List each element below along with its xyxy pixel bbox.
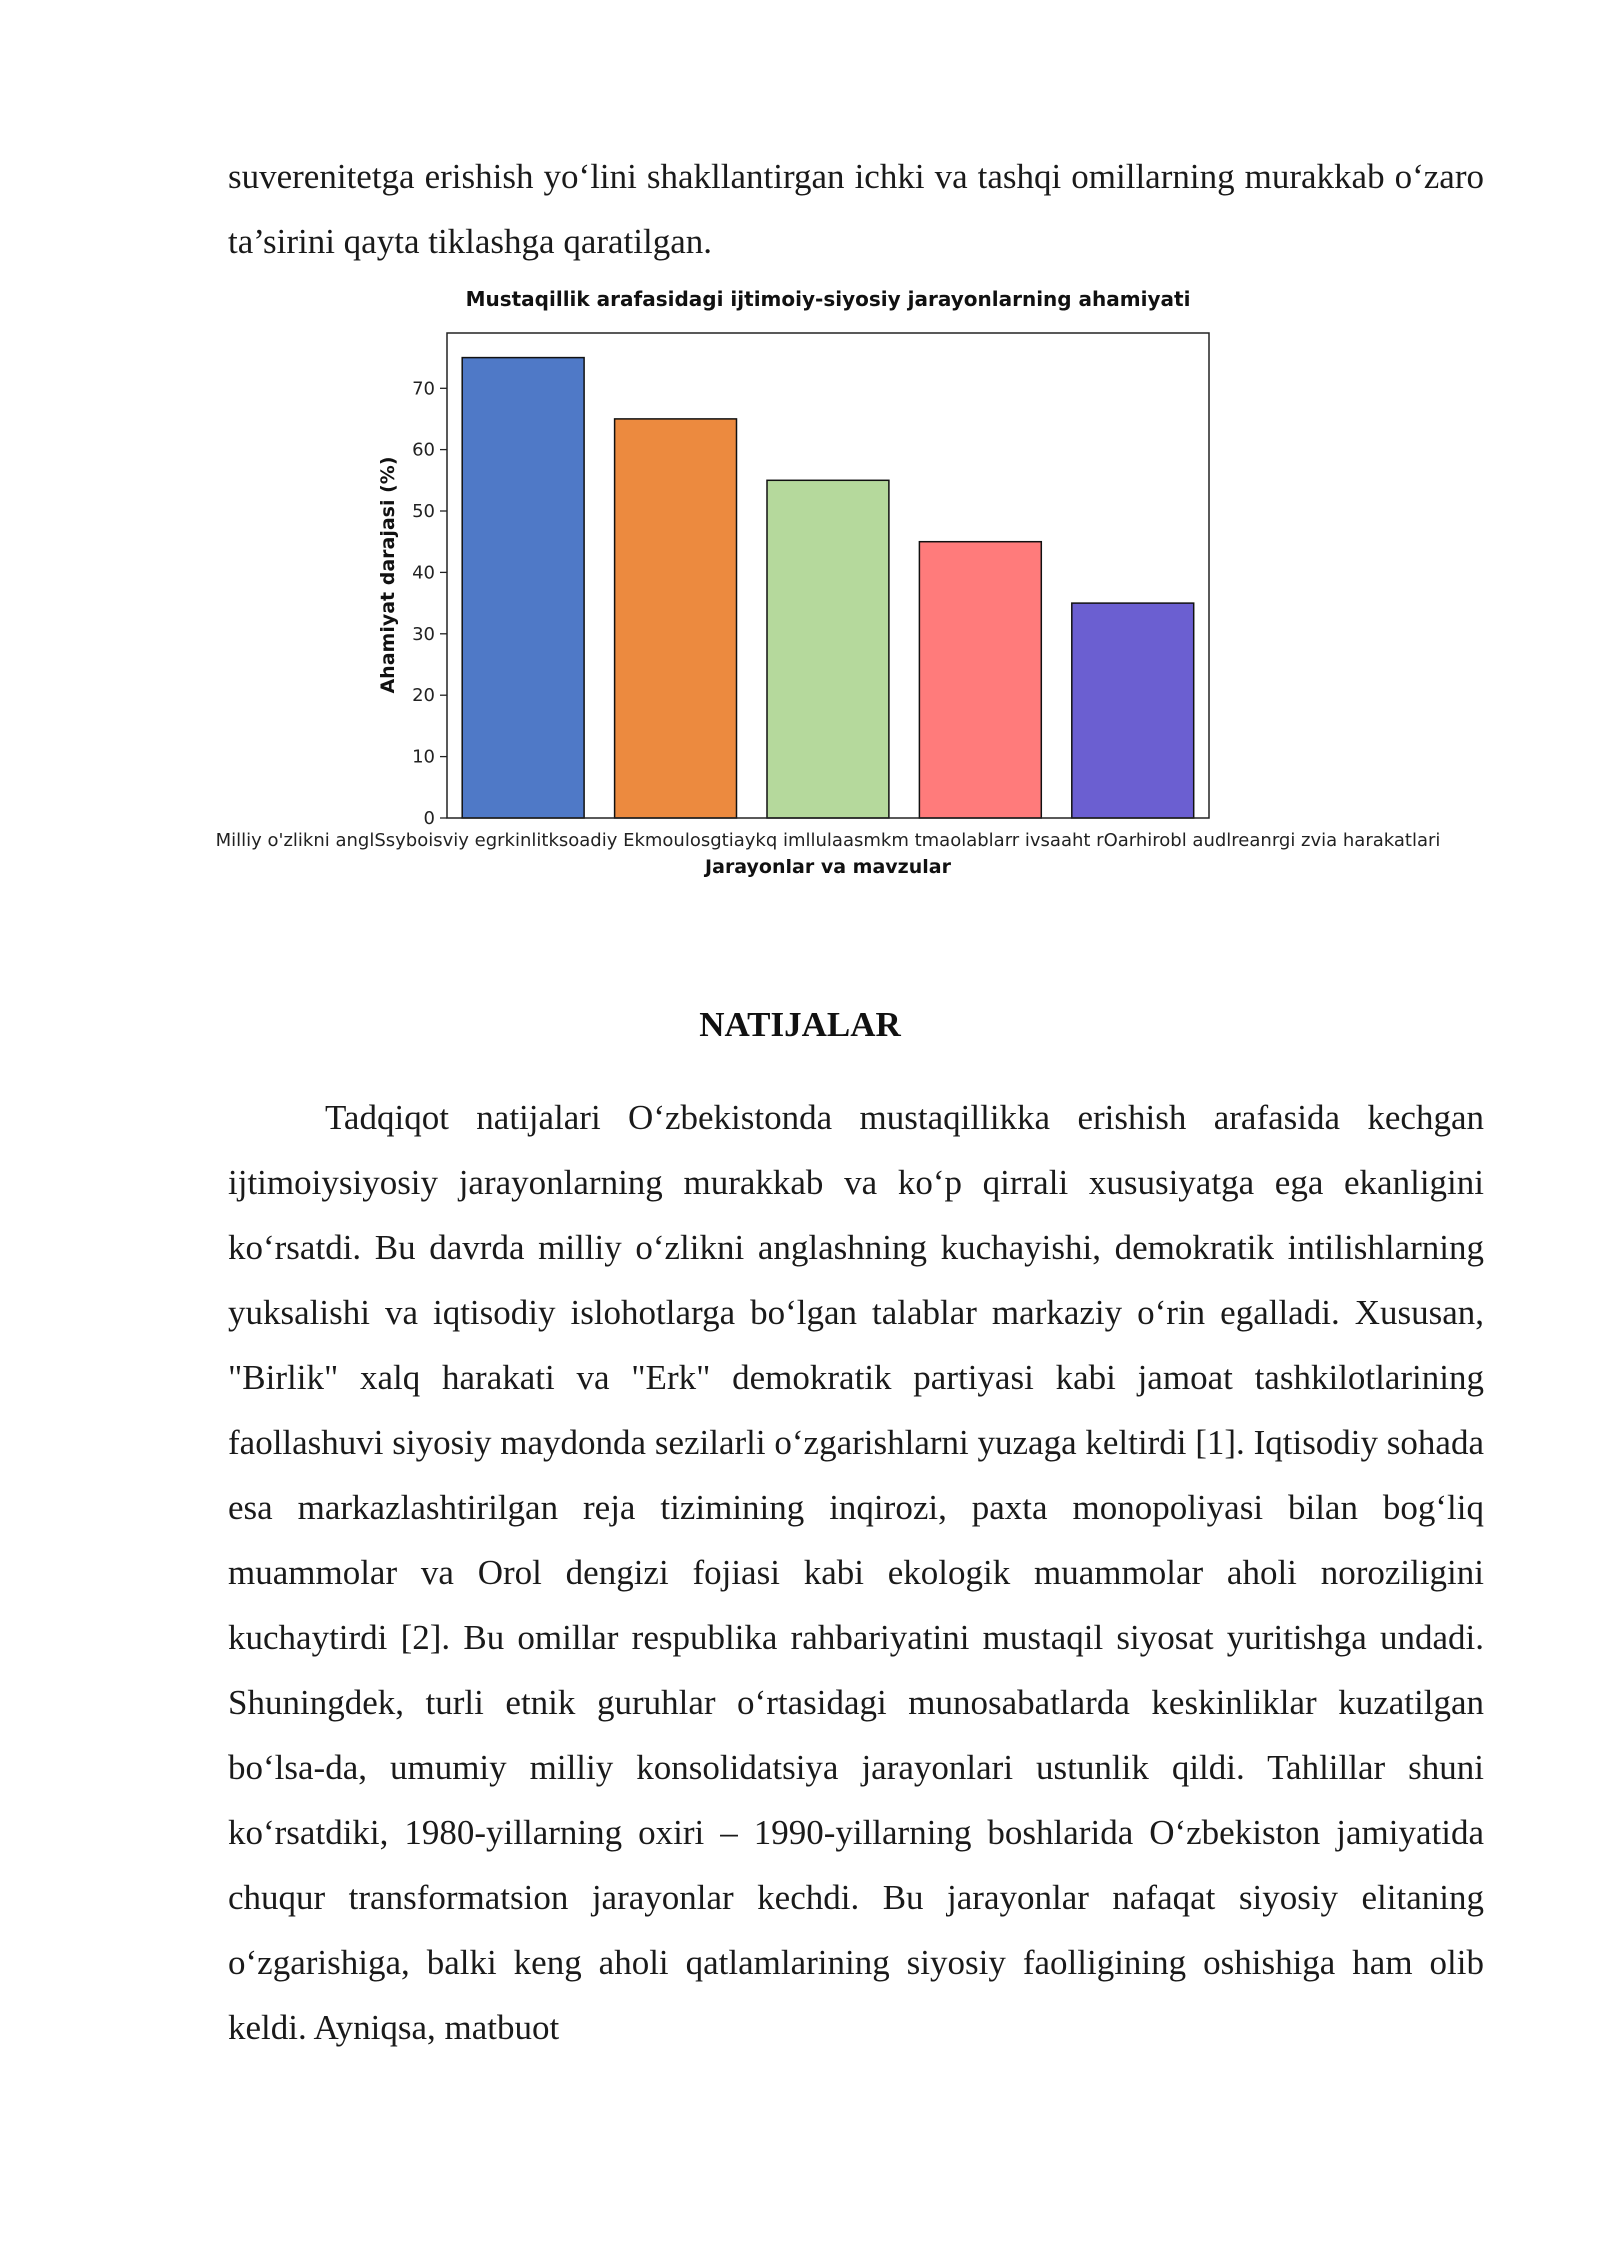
x-tick-labels: Milliy o'zlikni anglSsyboisviy egrkinlitksoadiy Ekmoulosgtiaykq imllulaasmkm tmaolablarr ivsaaht rOarhirobl audlreanrgi zvia harakatlari xyxy=(215,830,1441,851)
y-tick-label: 30 xyxy=(412,623,435,645)
chart-svg xyxy=(215,282,1441,902)
y-axis-label: Ahamiyat darajasi (%) xyxy=(377,456,399,694)
intro-paragraph: suverenitetga erishish yo‘lini shakllantirgan ichki va tashqi omillarning murakkab o‘zaro ta’sirini qayta tiklashga qaratilgan. xyxy=(228,157,1484,261)
bar-2 xyxy=(615,419,737,818)
y-tick-label: 0 xyxy=(423,808,435,829)
chart-bars xyxy=(462,358,1193,818)
y-tick-label: 50 xyxy=(412,501,435,522)
intro-text xyxy=(228,144,1484,274)
bar-5 xyxy=(1072,603,1194,818)
y-tick-label: 70 xyxy=(412,378,435,400)
results-paragraph: Tadqiqot natijalari O‘zbekistonda mustaqillikka erishish arafasida kechgan ijtimoiysiyosiy jarayonlarning murakkab va ko‘p qirrali xususiyatga ega ekanligini ko‘rsatdi. Bu davrda milliy o‘zlikni anglashning kuchayishi, demokratik intilishlarning yuksalishi va iqtisodiy islohotlarga bo‘lgan talablar markaziy o‘rin egalladi. Xususan, "Birlik" xalq harakati va "Erk" demokratik partiyasi kabi jamoat tashkilotlarining faollashuvi siyosiy maydonda sezilarli o‘zgarishlarni yuzaga keltirdi [1]. Iqtisodiy sohada esa markazlashtirilgan reja tizimining inqirozi, paxta monopoliyasi bilan bog‘liq muammolar va Orol dengizi fojiasi kabi ekologik muammolar aholi noroziligini kuchaytirdi [2]. Bu omillar respublika rahbariyatini mustaqil siyosat yuritishga undadi. Shuningdek, turli etnik guruhlar o‘rtasidagi munosabatlarda keskinliklar kuzatilgan bo‘lsa-da, umumiy milliy konsolidatsiya jarayonlari ustunlik qildi. Tahlillar shuni ko‘rsatdiki, 1980-yillarning oxiri – 1990-yillarning boshlarida O‘zbekiston jamiyatida chuqur transformatsion jarayonlar kechdi. Bu jarayonlar nafaqat siyosiy elitaning o‘zgarishiga, balki keng aholi qatlamlarining siyosiy faolligining oshishiga ham olib keldi. Ayniqsa, matbuot xyxy=(228,1098,1484,2047)
bar-chart xyxy=(215,282,1441,902)
bar-3 xyxy=(767,480,889,818)
results-text xyxy=(228,1085,1484,2060)
bar-1 xyxy=(462,358,584,818)
y-tick-label: 60 xyxy=(412,439,435,461)
y-tick-label: 40 xyxy=(412,562,435,584)
y-axis xyxy=(412,378,447,829)
chart-title: Mustaqillik arafasidagi ijtimoiy-siyosiy jarayonlarning ahamiyati xyxy=(465,287,1191,311)
x-axis-label: Jarayonlar va mavzular xyxy=(705,856,951,878)
section-heading: NATIJALAR xyxy=(699,1005,901,1044)
y-tick-label: 10 xyxy=(412,746,435,768)
bar-4 xyxy=(919,542,1041,818)
y-tick-label: 20 xyxy=(412,685,435,707)
